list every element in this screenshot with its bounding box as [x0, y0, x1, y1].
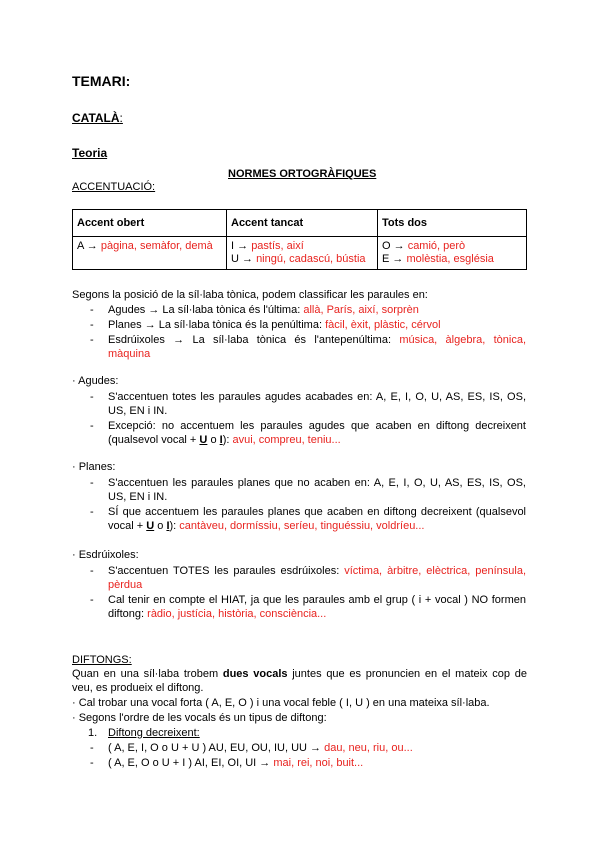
diftongs-intro-cont: veu, es produeix el diftong. [72, 682, 204, 694]
item-example: música, àlgebra, tònica, [399, 334, 527, 346]
rule-example: ràdio, justícia, història, consciència... [147, 608, 327, 620]
agudes-label: · Agudes: [72, 375, 119, 387]
document-title: TEMARI: [72, 73, 131, 89]
cell-example: camió, però [407, 240, 466, 252]
cell-line [231, 240, 373, 253]
item-example-cont: màquina [108, 348, 151, 360]
section-heading: Teoria [72, 146, 108, 160]
main-heading: NORMES ORTOGRÀFIQUES [228, 168, 377, 180]
list-number: 1. [88, 727, 98, 739]
cell-prefix: U → [231, 253, 253, 265]
subject-suffix: : [119, 111, 123, 125]
bullet-dash: - [90, 742, 94, 754]
rule-text: S'accentuen TOTES les paraules esdrúixoles: [108, 565, 340, 577]
para-text: juntes que es pronuncien en el mateix cop de [292, 668, 527, 680]
agudes-rule-1-cont: US, EN i IN. [108, 405, 168, 417]
rule-example-cont: pèrdua [108, 579, 143, 591]
rule-text: diftong: [108, 608, 145, 620]
table-row [73, 237, 527, 270]
esdruixoles-rule-2-cont [108, 607, 526, 621]
bullet-dash: - [90, 304, 94, 316]
cell-prefix: A → [77, 240, 98, 252]
rule-text: o [157, 520, 164, 532]
esdruixoles-label: · Esdrúixoles: [72, 549, 139, 561]
cell-example: ningú, cadascú, bústia [256, 253, 366, 265]
bullet-dash: - [90, 506, 94, 518]
cell-line [231, 253, 373, 266]
bullet-dash: - [90, 391, 94, 403]
rule-letter: I [219, 434, 223, 446]
table-header-cell: Accent obert [73, 210, 227, 237]
intro-text: Segons la posició de la síl·laba tònica, podem classificar les paraules en: [72, 289, 428, 301]
rule-text: o [210, 434, 217, 446]
cell-example: molèstia, església [406, 253, 494, 265]
cell-line [382, 253, 522, 266]
bullet-dash: - [90, 757, 94, 769]
accent-table [72, 209, 527, 270]
agudes-rule-1: S'accentuen totes les paraules agudes acabades en: A, E, I, O, U, AS, ES, IS, OS, [108, 391, 526, 403]
rule-example: víctima, àrbitre, elèctrica, península, [344, 565, 526, 577]
accent-label: ACCENTUACIÓ: [72, 181, 156, 193]
diftongs-order: · Segons l'ordre de les vocals és un tipus de diftong: [72, 712, 327, 724]
para-bold: dues vocals [222, 668, 288, 680]
rule-letter: U [146, 520, 155, 532]
diftong-item [108, 741, 526, 755]
rule-letter: U [199, 434, 208, 446]
bullet-dash: - [90, 420, 94, 432]
table-header-row [73, 210, 527, 237]
diftongs-rule: · Cal trobar una vocal forta ( A, E, O ) i una vocal feble ( I, U ) en una mateixa síl·laba. [72, 697, 490, 709]
table-header-cell: Tots dos [378, 210, 527, 237]
agudes-rule-2-cont [108, 433, 526, 447]
list-item [108, 303, 526, 317]
cell-prefix: E → [382, 253, 404, 265]
cell-example: pàgina, semàfor, demà [100, 240, 213, 252]
item-example: allà, París, així, sorprèn [303, 304, 419, 316]
cell-line [382, 240, 522, 253]
item-text: Agudes → La síl·laba tònica és l'última: [108, 304, 301, 316]
bullet-dash: - [90, 334, 94, 346]
rule-text: (qualsevol vocal + [108, 434, 197, 446]
diftongs-label: DIFTONGS: [72, 654, 132, 666]
cell-prefix: I → [231, 240, 249, 252]
rule-example: avui, compreu, teniu... [232, 434, 341, 446]
rule-text: vocal + [108, 520, 144, 532]
rule-text: ): [222, 434, 230, 446]
bullet-dash: - [90, 319, 94, 331]
rule-text: ): [169, 520, 177, 532]
planes-rule-1-cont: US, EN i IN. [108, 491, 168, 503]
table-header-cell: Accent tancat [227, 210, 378, 237]
subject-heading [72, 111, 123, 125]
planes-rule-2-cont [108, 519, 526, 533]
rule-example: cantàveu, dormíssiu, seríeu, tinguéssiu, voldríeu... [179, 520, 425, 532]
diftong-type: Diftong decreixent: [108, 727, 200, 739]
diftong-item [108, 756, 526, 770]
item-example: dau, neu, riu, ou... [324, 742, 413, 754]
bullet-dash: - [90, 594, 94, 606]
list-item [108, 333, 526, 347]
esdruixoles-rule-1 [108, 564, 526, 578]
subject-label: CATALÀ [72, 111, 120, 125]
planes-rule-2: SÍ que accentuem les paraules planes que acaben en diftong decreixent (qualsevol [108, 506, 526, 518]
list-item [108, 318, 526, 332]
item-example: fàcil, èxit, plàstic, cérvol [325, 319, 441, 331]
table-cell-both [378, 237, 527, 270]
item-text: Planes → La síl·laba tònica és la penúltima: [108, 319, 323, 331]
para-text: Quan en una síl·laba trobem [72, 668, 219, 680]
item-text: ( A, E, I, O o U + U ) AU, EU, OU, IU, UU → [108, 742, 322, 754]
planes-label: · Planes: [72, 461, 116, 473]
esdruixoles-rule-2: Cal tenir en compte el HIAT, ja que les paraules amb el grup ( i + vocal ) NO formen [108, 594, 526, 606]
agudes-rule-2: Excepció: no accentuem les paraules agudes que acaben en diftong decreixent [108, 420, 526, 432]
item-text: Esdrúixoles → La síl·laba tònica és l'antepenúltima: [108, 334, 392, 346]
cell-example: pastís, així [251, 240, 304, 252]
cell-prefix: O → [382, 240, 405, 252]
table-cell-open [73, 237, 227, 270]
item-text: ( A, E, O o U + I ) AI, EI, OI, UI → [108, 757, 271, 769]
diftongs-intro [72, 668, 527, 681]
rule-letter: I [166, 520, 170, 532]
planes-rule-1: S'accentuen les paraules planes que no acaben en: A, E, I, O, U, AS, ES, IS, OS, [108, 477, 526, 489]
item-example: mai, rei, noi, buit... [273, 757, 364, 769]
table-cell-closed [227, 237, 378, 270]
bullet-dash: - [90, 565, 94, 577]
bullet-dash: - [90, 477, 94, 489]
